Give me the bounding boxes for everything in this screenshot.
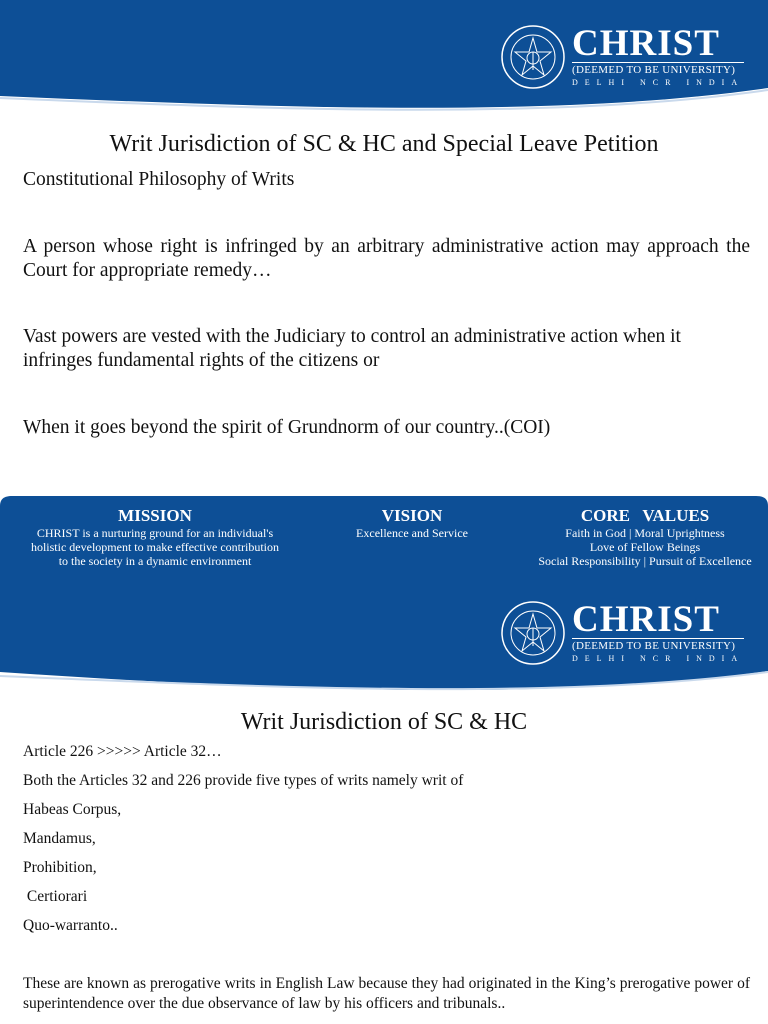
slide2-line-5: Prohibition, <box>23 859 97 876</box>
mission-text-1: CHRIST is a nurturing ground for an individual's <box>36 526 274 540</box>
slide1-paragraph-2: Vast powers are vested with the Judiciary to control an administrative action when it infringes fundamental rights of the citizens or <box>23 326 681 371</box>
brand-subtitle-2: (DEEMED TO BE UNIVERSITY) <box>572 638 744 653</box>
slide2-line-7: Quo-warranto.. <box>23 917 118 934</box>
vision-title: VISION <box>381 506 443 525</box>
vision-text: Excellence and Service <box>356 526 468 540</box>
mission-text-3: to the society in a dynamic environment <box>58 554 252 568</box>
slide2-line-2: Both the Articles 32 and 226 provide five types of writs namely writ of <box>23 772 464 789</box>
university-seal-icon <box>500 600 566 666</box>
slide1-paragraph-1: A person whose right is infringed by an arbitrary administrative action may approach the Court for appropriate remedy… <box>23 236 750 281</box>
slide1-paragraph-3: When it goes beyond the spirit of Grundnorm of our country..(COI) <box>23 417 551 438</box>
slide2-title: Writ Jurisdiction of SC & HC <box>240 709 528 735</box>
slide1-subtitle: Constitutional Philosophy of Writs <box>23 169 295 190</box>
core-values-text-2: Love of Fellow Beings <box>589 540 701 554</box>
slide2-closing-paragraph: These are known as prerogative writs in English Law because they had originated in the King’s prerogative power of superintendence over the due observance of law by his officers and tribunals.. <box>23 975 750 1012</box>
core-values-title: CORE VALUES <box>580 506 710 525</box>
mission-column <box>10 506 300 568</box>
brand-location: DELHI NCR INDIA <box>572 78 745 87</box>
university-seal-icon <box>500 24 566 90</box>
slide2-line-4: Mandamus, <box>23 830 96 847</box>
mission-title: MISSION <box>118 506 192 525</box>
brand-name: CHRIST <box>572 23 720 64</box>
footer-band <box>0 496 768 681</box>
slide1-title: Writ Jurisdiction of SC & HC and Special Leave Petition <box>109 131 659 157</box>
vision-column <box>312 506 512 540</box>
slide2-line-6: Certiorari <box>23 888 88 905</box>
slide2-line-3: Habeas Corpus, <box>23 801 122 818</box>
christ-logo <box>500 24 744 90</box>
mission-text-2: holistic development to make effective contribution <box>30 540 280 554</box>
christ-logo-2 <box>500 600 744 666</box>
core-values-text-1: Faith in God | Moral Uprightness <box>565 526 725 540</box>
core-values-column <box>525 506 765 568</box>
slide-header-1 <box>0 0 768 120</box>
brand-subtitle: (DEEMED TO BE UNIVERSITY) <box>572 62 744 77</box>
brand-name-2: CHRIST <box>572 599 720 640</box>
slide2-line-1: Article 226 >>>>> Article 32… <box>23 743 222 760</box>
brand-location-2: DELHI NCR INDIA <box>572 654 745 663</box>
core-values-text-3: Social Responsibility | Pursuit of Excellence <box>538 554 752 568</box>
